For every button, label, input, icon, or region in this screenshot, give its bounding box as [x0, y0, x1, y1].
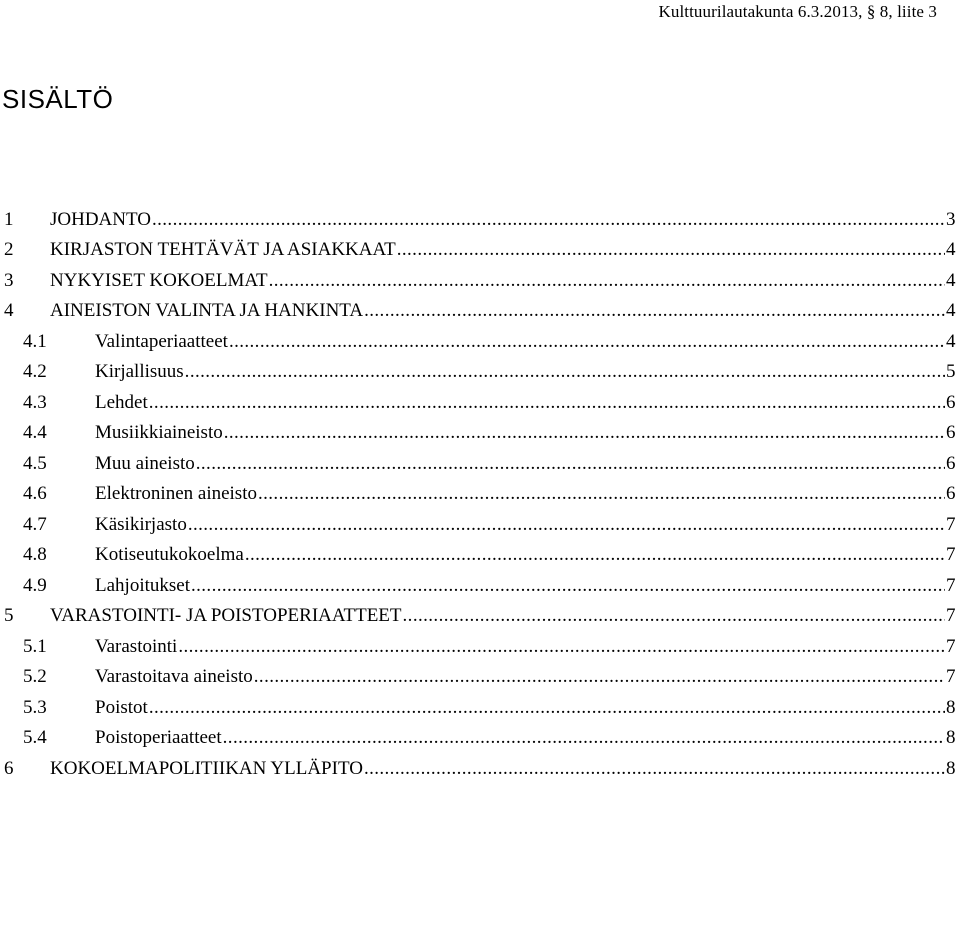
toc-entry[interactable]: [0, 353, 960, 384]
toc-dot-leader: [191, 575, 945, 597]
toc-entry-page: 8: [946, 696, 956, 718]
toc-entry-number: 3: [4, 269, 14, 291]
toc-entry-page: 6: [946, 391, 956, 413]
toc-entry-page: 5: [946, 361, 956, 382]
toc-entry-label: KOKOELMAPOLITIIKAN YLLÄPITO: [50, 757, 363, 779]
toc-entry[interactable]: [0, 627, 960, 658]
toc-entry-number: 4.2: [23, 361, 47, 382]
toc-entry-page: 7: [946, 544, 956, 565]
toc-dot-leader: [224, 422, 945, 444]
toc-dot-leader: [258, 483, 945, 505]
toc-dot-leader: [178, 636, 945, 658]
toc-entry-page: 6: [946, 483, 956, 504]
toc-entry-page: 4: [946, 330, 956, 352]
toc-entry[interactable]: [0, 261, 960, 292]
toc-entry[interactable]: [0, 200, 960, 231]
toc-dot-leader: [403, 605, 945, 627]
toc-entry-label: NYKYISET KOKOELMAT: [50, 269, 268, 291]
toc-entry-number: 4.5: [23, 452, 47, 474]
toc-entry-page: 3: [946, 208, 956, 230]
toc-entry-number: 4.7: [23, 513, 47, 535]
toc-entry-number: 4.8: [23, 544, 47, 565]
toc-dot-leader: [188, 514, 945, 536]
toc-entry[interactable]: [0, 566, 960, 597]
toc-entry-number: 6: [4, 757, 14, 779]
toc-entry-number: 5.2: [23, 666, 47, 687]
toc-entry[interactable]: [0, 322, 960, 353]
toc-entry-label: Varastointi: [95, 635, 178, 657]
toc-entry-label: JOHDANTO: [50, 208, 151, 230]
toc-entry-number: 4: [4, 300, 14, 321]
toc-entry-label: Kirjallisuus: [95, 361, 184, 382]
toc-entry-number: 4.6: [23, 483, 47, 504]
toc-entry-number: 4.3: [23, 391, 47, 413]
toc-dot-leader: [185, 361, 945, 383]
table-of-contents: [0, 200, 960, 780]
toc-entry-label: Valintaperiaatteet: [95, 330, 228, 352]
toc-dot-leader: [223, 727, 945, 749]
toc-entry-number: 4.9: [23, 574, 47, 596]
toc-entry-label: Lehdet: [95, 391, 148, 413]
toc-entry-label: Kotiseutukokoelma: [95, 544, 244, 565]
page-title: SISÄLTÖ: [2, 84, 114, 114]
toc-entry-page: 4: [946, 300, 956, 321]
toc-entry-number: 5: [4, 605, 14, 626]
toc-entry-page: 7: [946, 605, 956, 626]
toc-entry-page: 4: [946, 239, 956, 260]
toc-entry-page: 7: [946, 635, 956, 657]
toc-entry-label: Varastoitava aineisto: [95, 666, 253, 687]
toc-dot-leader: [364, 758, 945, 780]
toc-entry[interactable]: [0, 719, 960, 750]
page-header: Kulttuurilautakunta 6.3.2013, § 8, liite 3: [658, 2, 937, 21]
toc-entry[interactable]: [0, 749, 960, 780]
toc-entry-number: 5.4: [23, 727, 47, 748]
toc-entry[interactable]: [0, 231, 960, 262]
toc-entry[interactable]: [0, 383, 960, 414]
toc-entry[interactable]: [0, 597, 960, 628]
toc-entry-number: 5.3: [23, 696, 47, 718]
toc-entry[interactable]: [0, 536, 960, 567]
toc-entry-page: 8: [946, 757, 956, 779]
toc-entry-page: 7: [946, 513, 956, 535]
toc-entry-label: Musiikkiaineisto: [95, 422, 223, 443]
toc-entry[interactable]: [0, 444, 960, 475]
toc-entry-label: Poistot: [95, 696, 148, 718]
toc-entry[interactable]: [0, 475, 960, 506]
toc-entry-label: Poistoperiaatteet: [95, 727, 222, 748]
toc-entry[interactable]: [0, 505, 960, 536]
toc-entry-number: 1: [4, 208, 14, 230]
toc-entry-label: Lahjoitukset: [95, 574, 190, 596]
toc-entry-label: Muu aineisto: [95, 452, 195, 474]
toc-entry-page: 6: [946, 422, 956, 443]
toc-dot-leader: [196, 453, 945, 475]
toc-dot-leader: [269, 270, 945, 292]
toc-dot-leader: [149, 697, 945, 719]
toc-dot-leader: [229, 331, 945, 353]
toc-entry-number: 2: [4, 239, 14, 260]
toc-entry-number: 5.1: [23, 635, 47, 657]
toc-dot-leader: [149, 392, 945, 414]
toc-entry[interactable]: [0, 292, 960, 323]
toc-entry-number: 4.4: [23, 422, 47, 443]
toc-entry-label: AINEISTON VALINTA JA HANKINTA: [50, 300, 364, 321]
toc-entry-page: 8: [946, 727, 956, 748]
toc-entry-number: 4.1: [23, 330, 47, 352]
toc-entry[interactable]: [0, 658, 960, 689]
toc-entry[interactable]: [0, 688, 960, 719]
toc-entry-page: 6: [946, 452, 956, 474]
toc-dot-leader: [364, 300, 945, 322]
toc-dot-leader: [397, 239, 945, 261]
toc-entry-label: KIRJASTON TEHTÄVÄT JA ASIAKKAAT: [50, 239, 396, 260]
toc-entry-page: 7: [946, 666, 956, 687]
toc-dot-leader: [254, 666, 945, 688]
toc-dot-leader: [152, 209, 945, 231]
toc-entry[interactable]: [0, 414, 960, 445]
toc-entry-label: Elektroninen aineisto: [95, 483, 257, 504]
toc-entry-page: 4: [946, 269, 956, 291]
toc-entry-label: Käsikirjasto: [95, 513, 187, 535]
toc-entry-page: 7: [946, 574, 956, 596]
toc-entry-label: VARASTOINTI- JA POISTOPERIAATTEET: [50, 605, 402, 626]
toc-dot-leader: [245, 544, 945, 566]
